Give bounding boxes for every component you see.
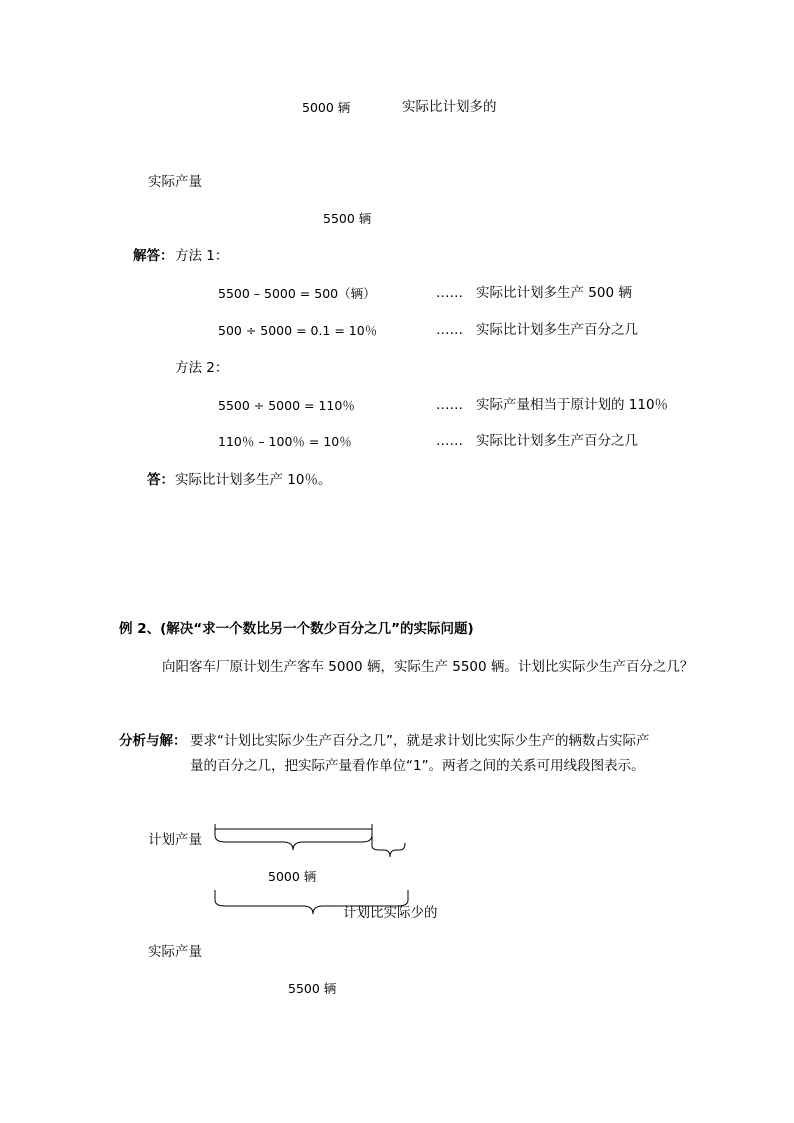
solution-heading: 解答： xyxy=(133,248,174,264)
analysis-line2: 量的百分之几，把实际产量看作单位“1”。两者之间的关系可用线段图表示。 xyxy=(190,758,645,774)
diagram2-plan-label: 计划产量 xyxy=(148,832,202,848)
diagram2-less-label: 计划比实际少的 xyxy=(343,905,438,921)
diagram2-plan-amount: 5000 辆 xyxy=(268,869,317,884)
m1-line1-expr: 5500 – 5000 = 500（辆） xyxy=(218,286,376,301)
example2-title: 例 2、(解决“求一个数比另一个数少百分之几”的实际问题) xyxy=(119,621,474,637)
m2-line1-expr: 5500 ÷ 5000 = 110％ xyxy=(218,398,355,413)
m1-line2-note: 实际比计划多生产百分之几 xyxy=(476,322,638,338)
answer-label: 答： xyxy=(147,472,174,488)
analysis-label: 分析与解： xyxy=(119,733,187,749)
m2-line1-dots: …… xyxy=(436,397,463,413)
plan-brace xyxy=(215,835,372,850)
m1-line1-dots: …… xyxy=(436,285,463,301)
m2-line2-expr: 110％ – 100％ = 10％ xyxy=(218,434,352,449)
m1-line2-expr: 500 ÷ 5000 = 0.1 = 10％ xyxy=(218,323,378,338)
m2-line1-note: 实际产量相当于原计划的 110％ xyxy=(476,397,669,413)
diagram1-actual-amount: 5500 辆 xyxy=(323,211,372,226)
m1-line2-dots: …… xyxy=(436,322,463,338)
answer-text: 实际比计划多生产 10％。 xyxy=(175,472,332,488)
diagram1-more-label: 实际比计划多的 xyxy=(402,99,497,115)
difference-brace xyxy=(372,843,405,857)
method1-label: 方法 1： xyxy=(175,248,229,264)
analysis-line1: 要求“计划比实际少生产百分之几”，就是求计划比实际少生产的辆数占实际产 xyxy=(190,733,650,749)
diagram2-actual-label: 实际产量 xyxy=(148,944,202,960)
method2-label: 方法 2： xyxy=(175,360,229,376)
diagram2-actual-amount: 5500 辆 xyxy=(288,981,337,996)
m2-line2-note: 实际比计划多生产百分之几 xyxy=(476,433,638,449)
m1-line1-note: 实际比计划多生产 500 辆 xyxy=(476,285,632,301)
example2-problem: 向阳客车厂原计划生产客车 5000 辆，实际生产 5500 辆。计划比实际少生产百分之几？ xyxy=(162,659,694,675)
m2-line2-dots: …… xyxy=(436,433,463,449)
actual-brace xyxy=(215,890,408,914)
diagram1-actual-label: 实际产量 xyxy=(148,174,202,190)
diagram1-plan-amount: 5000 辆 xyxy=(302,100,351,115)
